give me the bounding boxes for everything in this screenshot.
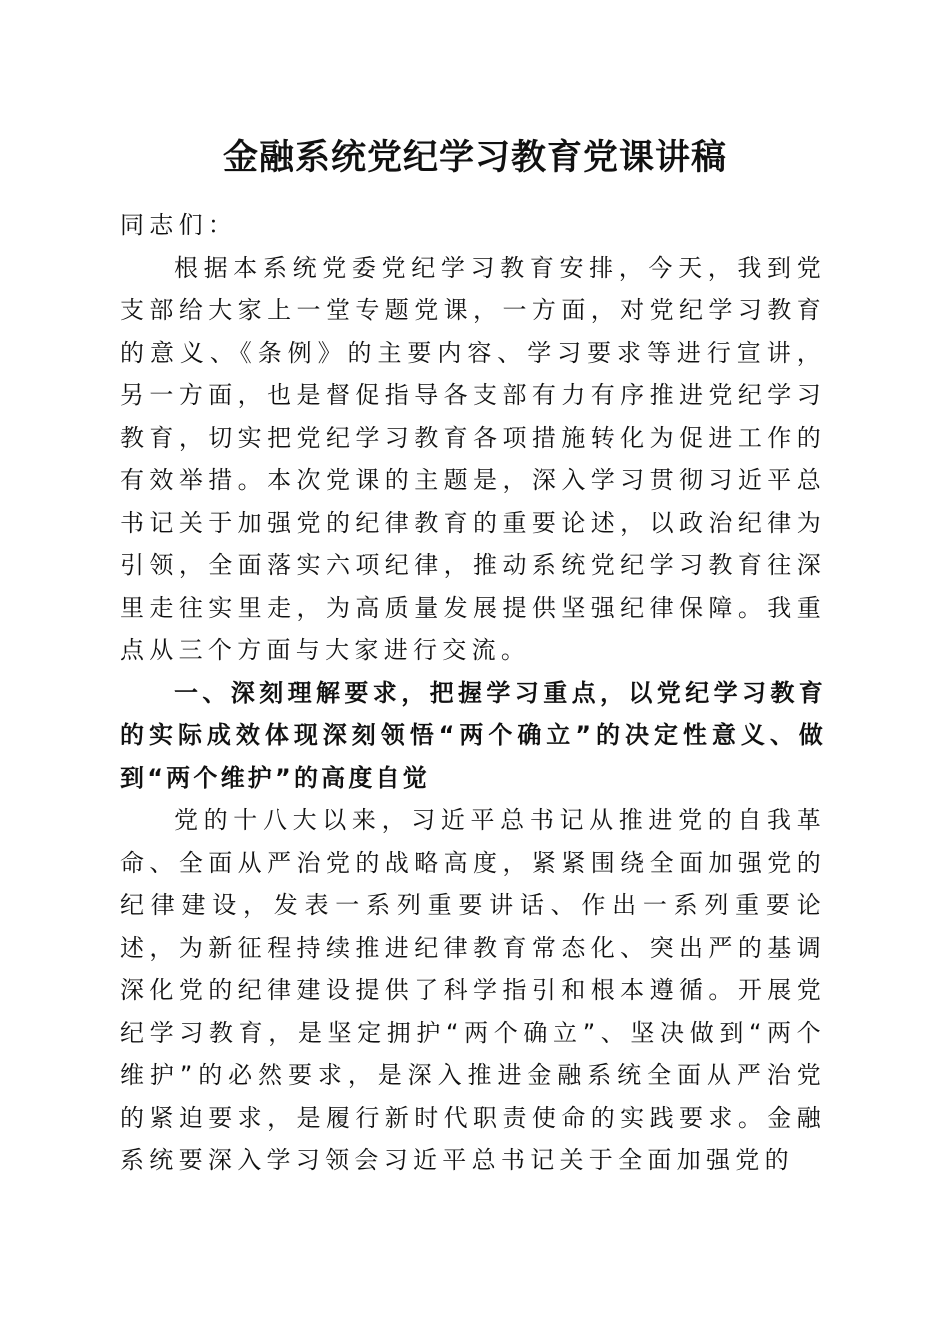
document-title: 金融系统党纪学习教育党课讲稿 xyxy=(222,137,727,178)
intro-paragraph: 根据本系统党委党纪学习教育安排，今天，我到党支部给大家上一堂专题党课，一方面，对党纪学习教育的意义、《条例》的主要内容、学习要求等进行宣讲，另一方面，也是督促指导各支部有力有序推进党纪学习教育，切实把党纪学习教育各项措施转化为促进工作的有效举措。本次党课的主题是，深入学习贯彻习近平总书记关于加强党的纪律教育的重要论述，以政治纪律为引领，全面落实六项纪律，推动系统党纪学习教育往深里走往实里走，为高质量发展提供坚强纪律保障。我重点从三个方面与大家进行交流。 xyxy=(120,253,826,664)
section-paragraph: 党的十八大以来，习近平总书记从推进党的自我革命、全面从严治党的战略高度，紧紧围绕全面加强党的纪律建设，发表一系列重要讲话、作出一系列重要论述，为新征程持续推进纪律教育常态化、突出严的基调深化党的纪律建设提供了科学指引和根本遵循。开展党纪学习教育，是坚定拥护“两个确立”、坚决做到“两个维护”的必然要求，是深入推进金融系统全面从严治党的紧迫要求，是履行新时代职责使命的实践要求。金融系统要深入学习领会习近平总书记关于全面加强党的 xyxy=(120,806,826,1174)
salutation: 同志们： xyxy=(120,211,238,239)
document-body xyxy=(120,204,826,1182)
section-heading: 一、深刻理解要求，把握学习重点，以党纪学习教育的实际成效体现深刻领悟“两个确立”的决定性意义、做到“两个维护”的高度自觉 xyxy=(120,678,826,792)
